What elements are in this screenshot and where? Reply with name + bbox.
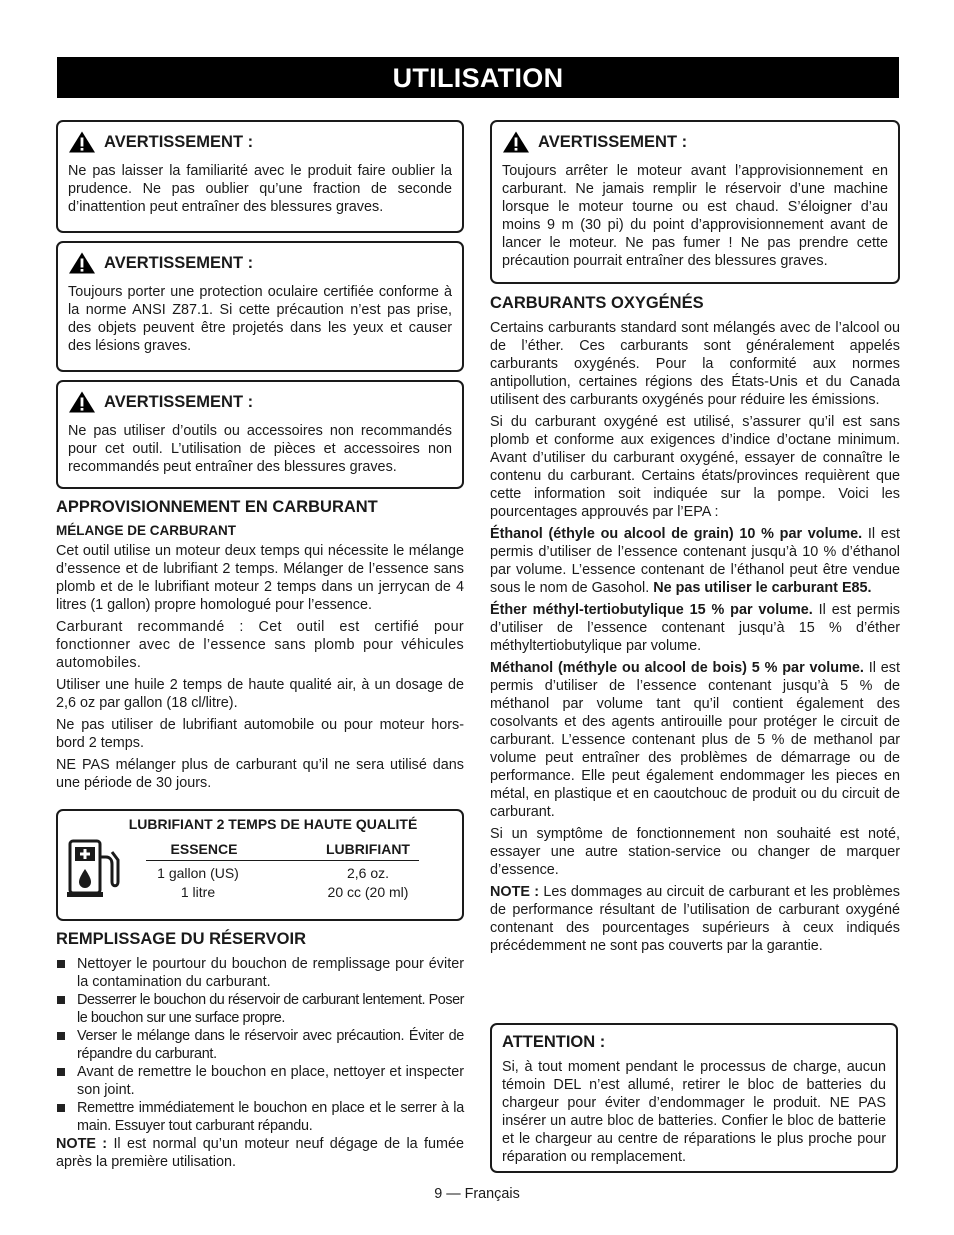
fuel-paragraph: Utiliser une huile 2 temps de haute qualité air, à un dosage de 2,6 oz par gallon (18 cl/litre). — [56, 677, 464, 711]
warning-text: Toujours arrêter le moteur avant l’approvisionnement en carburant. Ne jamais remplir le réservoir d’une machine lorsque le moteur tourne ou est chaud. S’éloigner d’au moins 9 m (30 pi) du point d’approvisionnement avant de lancer le moteur. Ne pas fumer ! Ne pas prendre cette précaution pourrait entraîner des blessures graves. — [502, 163, 888, 269]
attention-title: ATTENTION : — [502, 1033, 606, 1051]
fuel-paragraph: Cet outil utilise un moteur deux temps qui nécessite le mélange d’essence et de lubrifiant 2 temps. Mélanger de l’essence sans plomb et de le lubrifiant moteur 2 temps dans un jerrycan de 4 litres (1 gallon) propre homologué pour l’essence. — [56, 543, 464, 613]
ether-paragraph: Éther méthyl-tertiobutylique 15 % par volume. Il est permis d’utiliser de l’essence contenant jusqu’à 15 % d’éther méthyltertiobutylique par volume. — [490, 602, 900, 654]
fuel-table-cell: 20 cc (20 ml) — [327, 884, 409, 900]
warning-title: AVERTISSEMENT : — [68, 390, 452, 414]
warning-icon — [68, 251, 96, 275]
attention-text: Si, à tout moment pendant le processus de charge, aucun témoin DEL n’est allumé, retirer le bloc de batteries du chargeur pour éviter d’endommager le produit. NE PAS insérer un autre bloc de batteries. Confier le bloc de batterie et le chargeur au centre de réparations le plus proche pour réparation ou remplacement. — [502, 1059, 886, 1165]
warning-icon — [68, 390, 96, 414]
page-footer: 9 — Français — [434, 1186, 520, 1202]
oxy-paragraph: Si du carburant oxygéné est utilisé, s’assurer qu’il est sans plomb et conforme aux exigences d’indice d’octane minimum. Avant d’utiliser du carburant oxygéné, essayer de connaître le contenu du carburant. Certains états/provinces requièrent que cette information soit indiquée sur la pompe. Voici les pourcentages approuvés par l’EPA : — [490, 414, 900, 520]
fuel-table-cell: 2,6 oz. — [346, 865, 390, 881]
warning-box-1 — [56, 120, 464, 233]
warning-text: Ne pas laisser la familiarité avec le produit faire oublier la prudence. Ne pas oublier qu’une fraction de seconde d’inattention peut entraîner des blessures graves. — [68, 163, 452, 215]
warning-box-fuel — [490, 120, 900, 284]
fuel-table-cell: 1 gallon (US) — [157, 865, 239, 881]
refill-note: NOTE : Il est normal qu’un moteur neuf dégage de la fumée après la première utilisation. — [56, 1136, 465, 1170]
refill-section-title: REMPLISSAGE DU RÉSERVOIR — [56, 930, 306, 948]
fuel-table-header-lubrifiant: LUBRIFIANT — [326, 841, 410, 857]
warning-icon — [68, 130, 96, 154]
warning-text: Ne pas utiliser d’outils ou accessoires non recommandés pour cet outil. L’utilisation de pièces et accessoires non recommandés peut entraîner des blessures graves. — [68, 423, 452, 475]
methanol-paragraph: Méthanol (méthyle ou alcool de bois) 5 % par volume. Il est permis d’utiliser de l’essence contenant jusqu’à 5 % de méthanol par volume tant qu’il contient également des cosolvants et des agents antirouille pour protéger le circuit de carburant. L’essence contenant plus de 5 % de methanol par volume peut entraîner des problèmes de démarrage ou de performance. Elle peut également endommager les pieces en métal, en plastique et en caoutchouc de produit ou du circuit de carburant. — [490, 660, 900, 820]
list-item: Avant de remettre le bouchon en place, nettoyer et inspecter son joint. — [56, 1063, 464, 1099]
oxy-paragraph: Si un symptôme de fonctionnement non souhaité est noté, essayer une autre station-service ou changer de marquer d’essence. — [490, 826, 900, 878]
fuel-table-title: LUBRIFIANT 2 TEMPS DE HAUTE QUALITÉ — [128, 816, 418, 832]
fuel-mix-subtitle: MÉLANGE DE CARBURANT — [56, 523, 236, 538]
fuel-table-cell: 1 litre — [180, 884, 216, 900]
list-item: Nettoyer le pourtour du bouchon de remplissage pour éviter la contamination du carburant. — [56, 955, 464, 991]
list-item: Verser le mélange dans le réservoir avec précaution. Éviter de répandre du carburant. — [56, 1027, 464, 1063]
right-column — [490, 120, 901, 1165]
page-title: UTILISATION — [57, 57, 899, 98]
warning-title: AVERTISSEMENT : — [68, 130, 452, 154]
oxy-note: NOTE : Les dommages au circuit de carburant et les problèmes de performance résultant de l’utilisation de carburant oxygéné contenant des pourcentages supérieurs à ceux indiqués précédemment ne sont pas couverts par la garantie. — [490, 884, 900, 954]
ethanol-paragraph: Éthanol (éthyle ou alcool de grain) 10 % par volume. Il est permis d’utiliser de l’essence contenant jusqu’à 10 % d’éthanol par volume. L’essence contenant de l’éthanol peut être vendue sous le nom de Gasohol. Ne pas utiliser le carburant E85. — [490, 526, 901, 596]
list-item: Remettre immédiatement le bouchon en place et le serrer à la main. Essuyer tout carburant répandu. — [56, 1099, 464, 1135]
fuel-paragraph: NE PAS mélanger plus de carburant qu’il ne sera utilisé dans une période de 30 jours. — [56, 757, 464, 791]
fuel-paragraph: Carburant recommandé : Cet outil est certifié pour fonctionner avec de l’essence sans plomb pour véhicules automobiles. — [56, 619, 464, 671]
fuel-table-header-essence: ESSENCE — [170, 841, 238, 857]
warning-title: AVERTISSEMENT : — [68, 251, 452, 275]
list-item: Desserrer le bouchon du réservoir de carburant lentement. Poser le bouchon sur une surface propre. — [56, 991, 464, 1027]
left-column — [56, 120, 464, 1171]
warning-box-2 — [56, 241, 464, 372]
oxy-section-title: CARBURANTS OXYGÉNÉS — [490, 294, 704, 312]
warning-text: Toujours porter une protection oculaire certifiée conforme à la norme ANSI Z87.1. Si cette précaution n’est pas prise, des objets peuvent être projetés dans les yeux et causer des lésions graves. — [68, 284, 452, 354]
fuel-pump-icon — [66, 837, 120, 899]
fuel-table-divider — [146, 860, 419, 861]
warning-icon — [502, 130, 530, 154]
fuel-mix-table — [56, 809, 464, 921]
fuel-section-title: APPROVISIONNEMENT EN CARBURANT — [56, 498, 378, 516]
warning-box-3 — [56, 380, 464, 489]
warning-title: AVERTISSEMENT : — [502, 130, 888, 154]
attention-box — [490, 1023, 898, 1173]
refill-steps-list — [56, 955, 464, 1135]
fuel-paragraph: Ne pas utiliser de lubrifiant automobile ou pour moteur hors-bord 2 temps. — [56, 717, 464, 751]
oxy-paragraph: Certains carburants standard sont mélangés avec de l’alcool ou de l’éther. Ces carburants sont généralement appelés carburants oxygénés. Pour la conformité aux normes antipollution, certaines régions des États-Unis et du Canada utilisent des carburants oxygénés pour réduire les émissions. — [490, 320, 900, 408]
